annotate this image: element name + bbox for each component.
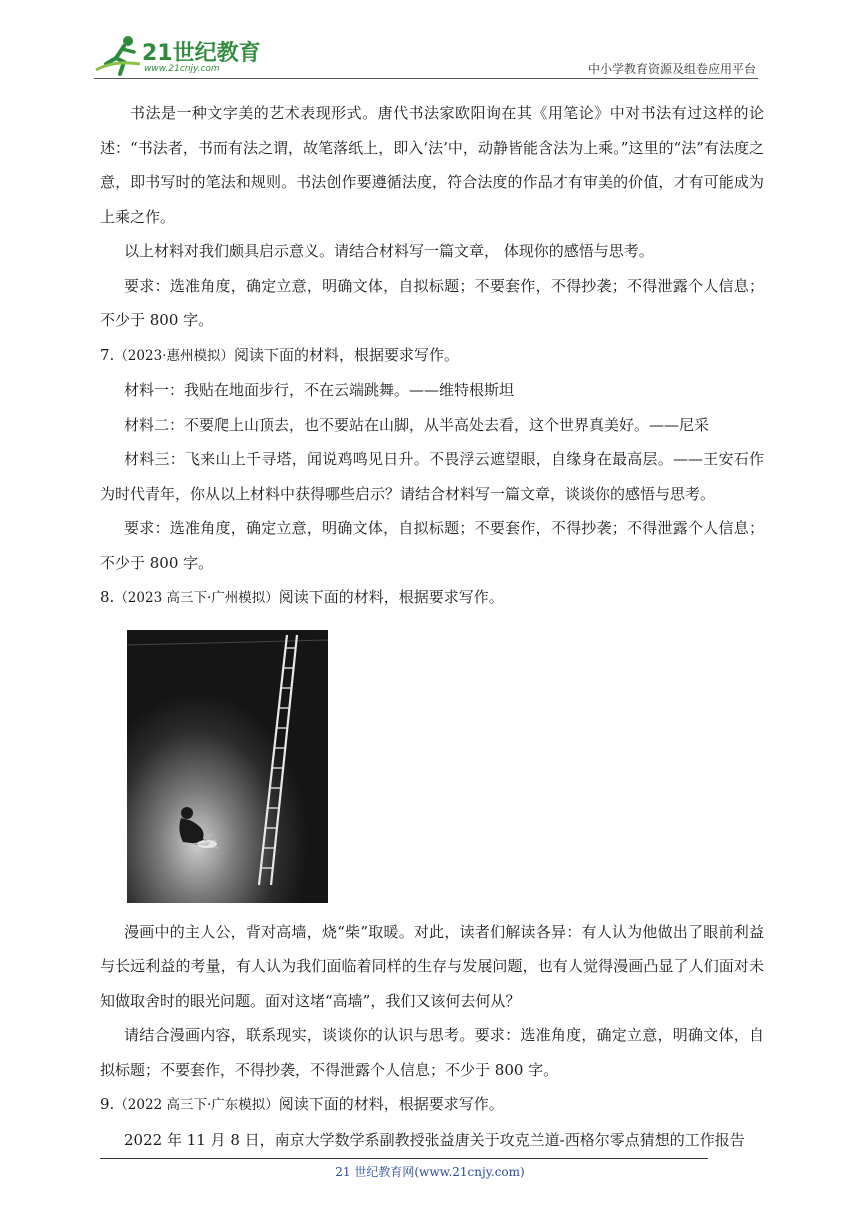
question-8-heading bbox=[100, 580, 764, 616]
instruction-paragraph: 以上材料对我们颇具启示意义。请结合材料写一篇文章， 体现你的感悟与思考。 bbox=[124, 242, 654, 260]
question-prompt: 阅读下面的材料，根据要求写作。 bbox=[278, 588, 504, 606]
question-number: 7. bbox=[100, 345, 115, 364]
requirement-paragraph: 请结合漫画内容，联系现实，谈谈你的认识与思考。要求：选准角度，确定立意，明确文体，自拟标题；不要套作，不得抄袭，不得泄露个人信息；不少于 800 字。 bbox=[100, 1026, 764, 1079]
requirement-paragraph: 要求：选准角度，确定立意，明确文体，自拟标题；不要套作，不得抄袭；不得泄露个人信息；不少于 800 字。 bbox=[100, 519, 764, 572]
logo-text: 21世纪教育 bbox=[142, 41, 261, 66]
question-7-heading bbox=[100, 338, 764, 374]
requirement-paragraph: 要求：选准角度，确定立意，明确文体，自拟标题；不要套作，不得抄袭；不得泄露个人信息；不少于 800 字。 bbox=[100, 276, 764, 329]
question-source: （2023·惠州模拟） bbox=[114, 347, 234, 364]
runner-logo-icon bbox=[94, 34, 142, 78]
site-logo[interactable] bbox=[94, 34, 259, 80]
question-9-heading bbox=[100, 1087, 764, 1123]
cartoon-description: 漫画中的主人公，背对高墙，烧“柴”取暖。对此，读者们解读各异：有人认为他做出了眼前利益与长远利益的考量，有人认为我们面临着同样的生存与发展问题，也有人觉得漫画凸显了人们面对未知做取舍时的眼光问题。面对这堵“高墙”，我们又该何去何从？ bbox=[100, 922, 764, 1010]
page-header bbox=[0, 0, 860, 80]
material-paragraph: 书法是一种文字美的艺术表现形式。唐代书法家欧阳询在其《用笔论》中对书法有过这样的论述：“书法者，书而有法之谓，故笔落纸上，即入‘法’中，动静皆能含法为上乘。”这里的“法”有法度之意，即书写时的笔法和规则。书法创作要遵循法度，符合法度的作品才有审美的价值，才有可能成为上乘之作。 bbox=[100, 104, 764, 226]
header-divider bbox=[94, 78, 758, 79]
question-number: 9. bbox=[100, 1095, 115, 1113]
question-prompt: 阅读下面的材料，根据要求写作。 bbox=[278, 1095, 504, 1113]
platform-label: 中小学教育资源及组卷应用平台 bbox=[587, 62, 756, 76]
document-body bbox=[100, 96, 764, 1157]
question-source: （2023 高三下·广州模拟） bbox=[114, 590, 279, 606]
logo-url: www.21cnjy.com bbox=[144, 64, 220, 74]
footer-divider bbox=[100, 1158, 708, 1159]
footer-link[interactable]: 21 世纪教育网(www.21cnjy.com) bbox=[335, 1165, 525, 1179]
question-prompt: 阅读下面的材料，根据要求写作。 bbox=[233, 345, 459, 364]
question-number: 8. bbox=[100, 588, 115, 606]
question-source: （2022 高三下·广东模拟） bbox=[114, 1097, 279, 1113]
material-one: 材料一：我贴在地面步行，不在云端跳舞。——维特根斯坦 bbox=[124, 381, 515, 399]
material-three: 材料三：飞来山上千寻塔，闻说鸡鸣见日升。不畏浮云遮望眼，自缘身在最高层。——王安石作为时代青年，你从以上材料中获得哪些启示？请结合材料写一篇文章，谈谈你的感悟与思考。 bbox=[100, 450, 764, 503]
cartoon-wall-ladder-image bbox=[127, 630, 328, 903]
material-paragraph: 2022 年 11 月 8 日，南京大学数学系副教授张益唐关于攻克兰道-西格尔零点猜想的工作报告 bbox=[124, 1130, 745, 1149]
material-two: 材料二：不要爬上山顶去，也不要站在山脚，从半高处去看，这个世界真美好。——尼采 bbox=[124, 415, 710, 434]
cartoon-image bbox=[127, 630, 328, 903]
